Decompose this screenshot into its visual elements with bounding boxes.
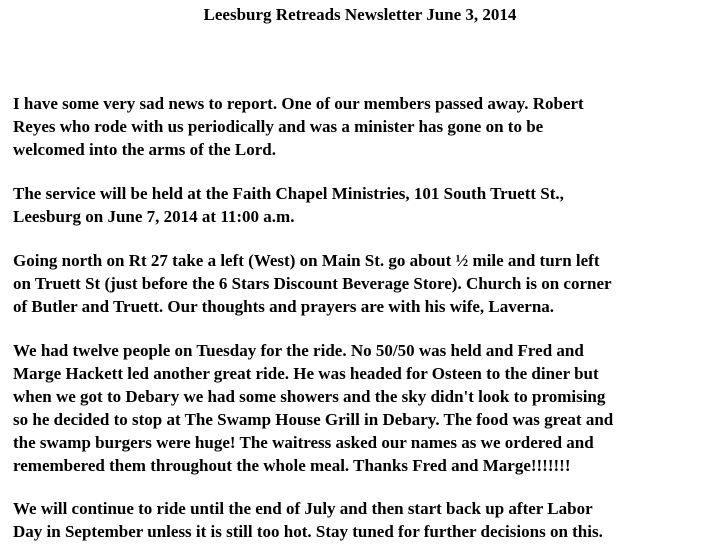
paragraph-schedule (13, 497, 713, 543)
paragraph-line: Going north on Rt 27 take a left (West) on Main St. go about ½ mile and turn left (13, 251, 600, 270)
paragraph-line: when we got to Debary we had some showers and the sky didn't look to promising (13, 387, 606, 406)
paragraph-line: so he decided to stop at The Swamp House Grill in Debary. The food was great and (13, 410, 614, 429)
paragraph-line: I have some very sad news to report. One of our members passed away. Robert (13, 94, 584, 113)
paragraph-line: remembered them throughout the whole meal. Thanks Fred and Marge!!!!!!! (13, 456, 571, 475)
paragraph-service-details (13, 182, 713, 228)
paragraph-ride-report (13, 339, 713, 477)
paragraph-line: The service will be held at the Faith Chapel Ministries, 101 South Truett St., (13, 184, 564, 203)
paragraph-line: on Truett St (just before the 6 Stars Discount Beverage Store). Church is on corner (13, 274, 612, 293)
paragraph-line: Day in September unless it is still too hot. Stay tuned for further decisions on this. (13, 522, 603, 541)
paragraph-line: the swamp burgers were huge! The waitress asked our names as we ordered and (13, 433, 594, 452)
paragraph-line: of Butler and Truett. Our thoughts and prayers are with his wife, Laverna. (13, 297, 555, 316)
paragraph-line: Leesburg on June 7, 2014 at 11:00 a.m. (13, 207, 295, 226)
paragraph-line: We had twelve people on Tuesday for the ride. No 50/50 was held and Fred and (13, 341, 584, 360)
paragraph-line: Reyes who rode with us periodically and was a minister has gone on to be (13, 117, 544, 136)
newsletter-title: Leesburg Retreads Newsletter June 3, 2014 (203, 5, 517, 24)
paragraph-directions (13, 249, 713, 318)
paragraph-line: welcomed into the arms of the Lord. (13, 140, 276, 159)
paragraph-line: Marge Hackett led another great ride. He was headed for Osteen to the diner but (13, 364, 599, 383)
paragraph-line: We will continue to ride until the end of July and then start back up after Labor (13, 499, 593, 518)
paragraph-sad-news (13, 92, 713, 161)
